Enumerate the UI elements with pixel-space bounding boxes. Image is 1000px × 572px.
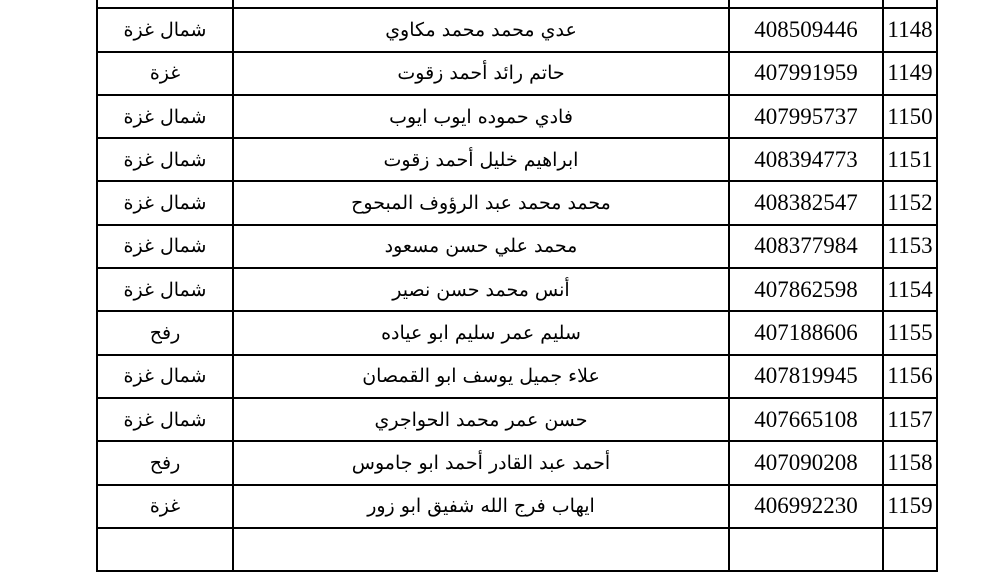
- row-number-cell: 1157: [883, 398, 937, 441]
- region-cell: شمال غزة: [97, 355, 233, 398]
- row-number-cell: 1153: [883, 225, 937, 268]
- full-name-cell: ابراهيم خليل أحمد زقوت: [233, 138, 729, 181]
- full-name-cell: علاء جميل يوسف ابو القمصان: [233, 355, 729, 398]
- table-row: [97, 398, 937, 441]
- row-number-cell: 1158: [883, 441, 937, 484]
- region-cell: رفح: [97, 311, 233, 354]
- id-number-cell: [729, 0, 883, 8]
- table-row: [97, 95, 937, 138]
- row-number-cell: 1150: [883, 95, 937, 138]
- table-row: [97, 138, 937, 181]
- region-cell: غزة: [97, 52, 233, 95]
- row-number-cell: 1149: [883, 52, 937, 95]
- id-number-cell: 407819945: [729, 355, 883, 398]
- row-number-cell: 1156: [883, 355, 937, 398]
- row-number-cell: 1148: [883, 8, 937, 51]
- full-name-cell: أحمد عبد القادر أحمد ابو جاموس: [233, 441, 729, 484]
- table-row: [97, 311, 937, 354]
- full-name-cell: حاتم رائد أحمد زقوت: [233, 52, 729, 95]
- full-name-cell: محمد محمد عبد الرؤوف المبحوح: [233, 181, 729, 224]
- full-name-cell: فادي حموده ايوب ايوب: [233, 95, 729, 138]
- id-number-cell: 406992230: [729, 485, 883, 528]
- full-name-cell: محمد علي حسن مسعود: [233, 225, 729, 268]
- table-row: [97, 181, 937, 224]
- table-row: [97, 268, 937, 311]
- id-number-cell: 408382547: [729, 181, 883, 224]
- row-number-cell: [883, 0, 937, 8]
- region-cell: شمال غزة: [97, 268, 233, 311]
- id-number-cell: 407665108: [729, 398, 883, 441]
- id-number-cell: 407188606: [729, 311, 883, 354]
- region-cell: شمال غزة: [97, 95, 233, 138]
- region-cell: شمال غزة: [97, 398, 233, 441]
- id-number-cell: 408394773: [729, 138, 883, 181]
- full-name-cell: عدي محمد محمد مكاوي: [233, 8, 729, 51]
- table-row: [97, 441, 937, 484]
- row-number-cell: 1159: [883, 485, 937, 528]
- region-cell: شمال غزة: [97, 181, 233, 224]
- region-cell: [97, 0, 233, 8]
- id-number-cell: 407090208: [729, 441, 883, 484]
- row-number-cell: 1151: [883, 138, 937, 181]
- id-number-cell: 407862598: [729, 268, 883, 311]
- table-row: [97, 355, 937, 398]
- row-number-cell: 1154: [883, 268, 937, 311]
- row-number-cell: 1155: [883, 311, 937, 354]
- region-cell: شمال غزة: [97, 138, 233, 181]
- id-number-cell: 408509446: [729, 8, 883, 51]
- full-name-cell: حسن عمر محمد الحواجري: [233, 398, 729, 441]
- id-number-cell: 407991959: [729, 52, 883, 95]
- table-row: [97, 225, 937, 268]
- region-cell: شمال غزة: [97, 225, 233, 268]
- table-row: [97, 52, 937, 95]
- id-number-cell: 408377984: [729, 225, 883, 268]
- roster-table-body: [97, 0, 937, 571]
- roster-table: [96, 0, 938, 572]
- region-cell: غزة: [97, 485, 233, 528]
- region-cell: رفح: [97, 441, 233, 484]
- table-row: [97, 8, 937, 51]
- full-name-cell: [233, 0, 729, 8]
- table-row: [97, 485, 937, 528]
- table-row: [97, 0, 937, 8]
- full-name-cell: سليم عمر سليم ابو عياده: [233, 311, 729, 354]
- full-name-cell: ايهاب فرج الله شفيق ابو زور: [233, 485, 729, 528]
- id-number-cell: 407995737: [729, 95, 883, 138]
- row-number-cell: 1152: [883, 181, 937, 224]
- region-cell: شمال غزة: [97, 8, 233, 51]
- full-name-cell: أنس محمد حسن نصير: [233, 268, 729, 311]
